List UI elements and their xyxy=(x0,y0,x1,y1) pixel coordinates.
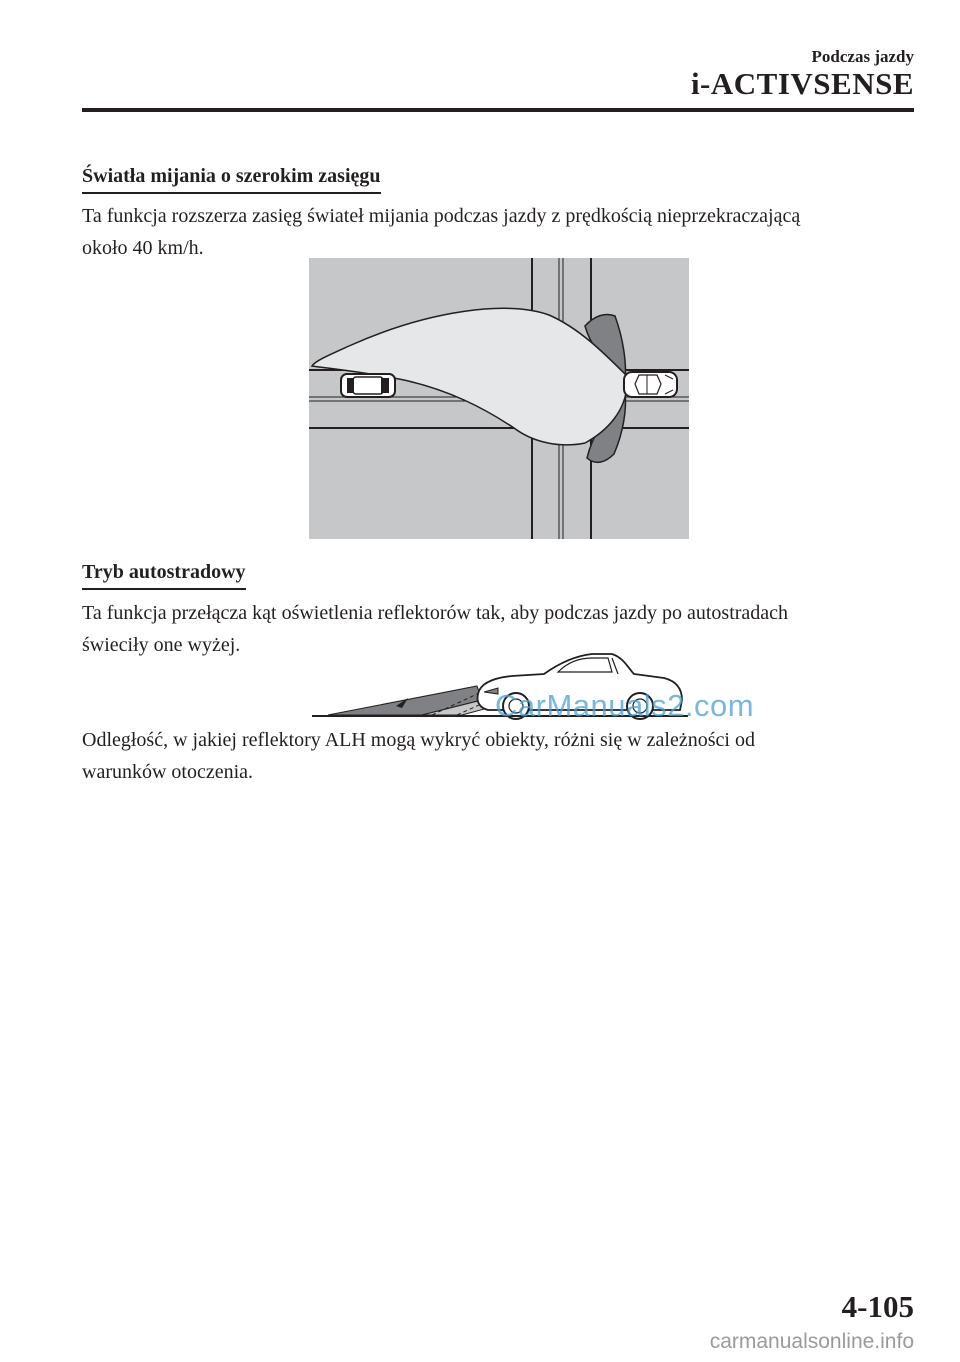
paragraph-line: około 40 km/h. xyxy=(82,237,204,259)
paragraph-line: Ta funkcja rozszerza zasięg świateł mijania podczas jazdy z prędkością nieprzekraczającą xyxy=(82,205,801,227)
paragraph-detection-range xyxy=(82,724,902,788)
paragraph-line: warunków otoczenia. xyxy=(82,761,254,783)
chapter-subtitle: Podczas jazdy xyxy=(811,47,914,66)
car-oncoming xyxy=(341,374,395,397)
page-number: 4-105 xyxy=(841,1289,914,1324)
chapter-title: i-ACTIVSENSE xyxy=(690,66,914,101)
paragraph-wide-beam xyxy=(82,200,902,264)
paragraph-line: Ta funkcja przełącza kąt oświetlenia reflektorów tak, aby podczas jazdy po autostradach xyxy=(82,602,789,624)
car-own xyxy=(624,372,677,397)
watermark-text: CarManuals2.com xyxy=(495,688,755,723)
footer-site-link[interactable]: carmanualsonline.info xyxy=(709,1330,914,1353)
section-heading-highway-mode: Tryb autostradowy xyxy=(82,561,246,590)
paragraph-line: Odległość, w jakiej reflektory ALH mogą wykryć obiekty, różni się w zależności od xyxy=(82,729,755,751)
section-heading-wide-beam: Światła mijania o szerokim zasięgu xyxy=(82,165,381,194)
intersection-beam-diagram xyxy=(309,258,689,539)
header-rule xyxy=(82,108,914,112)
paragraph-line: świeciły one wyżej. xyxy=(82,634,241,656)
